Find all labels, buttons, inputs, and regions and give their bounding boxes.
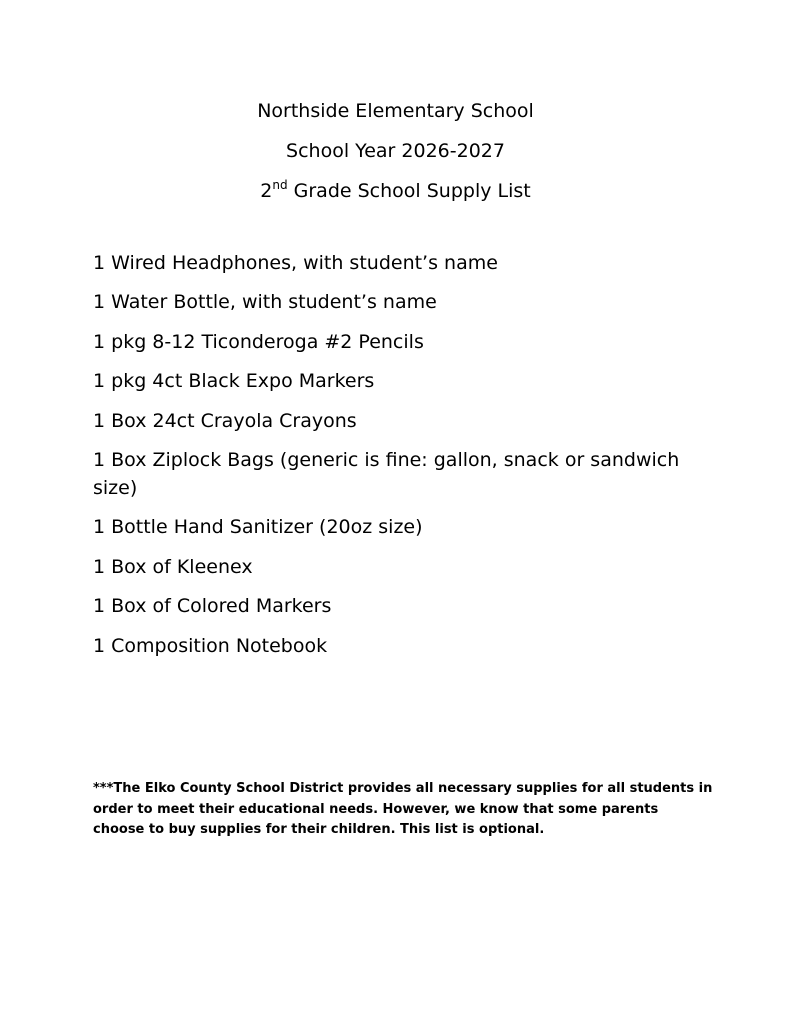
- school-year: School Year 2026-2027: [286, 140, 505, 162]
- list-item: 1 Box 24ct Crayola Crayons: [93, 409, 357, 432]
- grade-suffix: nd: [272, 178, 288, 192]
- list-item: 1 Water Bottle, with student’s name: [93, 291, 437, 314]
- list-item: 1 Box of Colored Markers: [93, 595, 332, 618]
- supply-list: [93, 249, 693, 671]
- list-item: 1 Wired Headphones, with student’s name: [93, 252, 498, 274]
- list-item: 1 Bottle Hand Sanitizer (20oz size): [93, 516, 423, 539]
- footer-note: ***The Elko County School District provides all necessary supplies for all students in order to meet their educational needs. However, we know that some parents choose to buy supplies for their children. This list is optional.: [93, 781, 713, 837]
- list-item: 1 pkg 8-12 Ticonderoga #2 Pencils: [93, 330, 424, 353]
- list-title-line: [0, 171, 791, 211]
- list-item: 1 pkg 4ct Black Expo Markers: [93, 370, 375, 393]
- list-item: 1 Box Ziplock Bags (generic is fine: gallon, snack or sandwich size): [93, 448, 680, 499]
- list-item: 1 Composition Notebook: [93, 634, 328, 657]
- school-name: Northside Elementary School: [257, 100, 534, 122]
- grade-number: 2: [260, 180, 273, 202]
- list-title: Grade School Supply List: [293, 180, 531, 202]
- document-header: [0, 91, 791, 211]
- list-item: 1 Box of Kleenex: [93, 555, 253, 578]
